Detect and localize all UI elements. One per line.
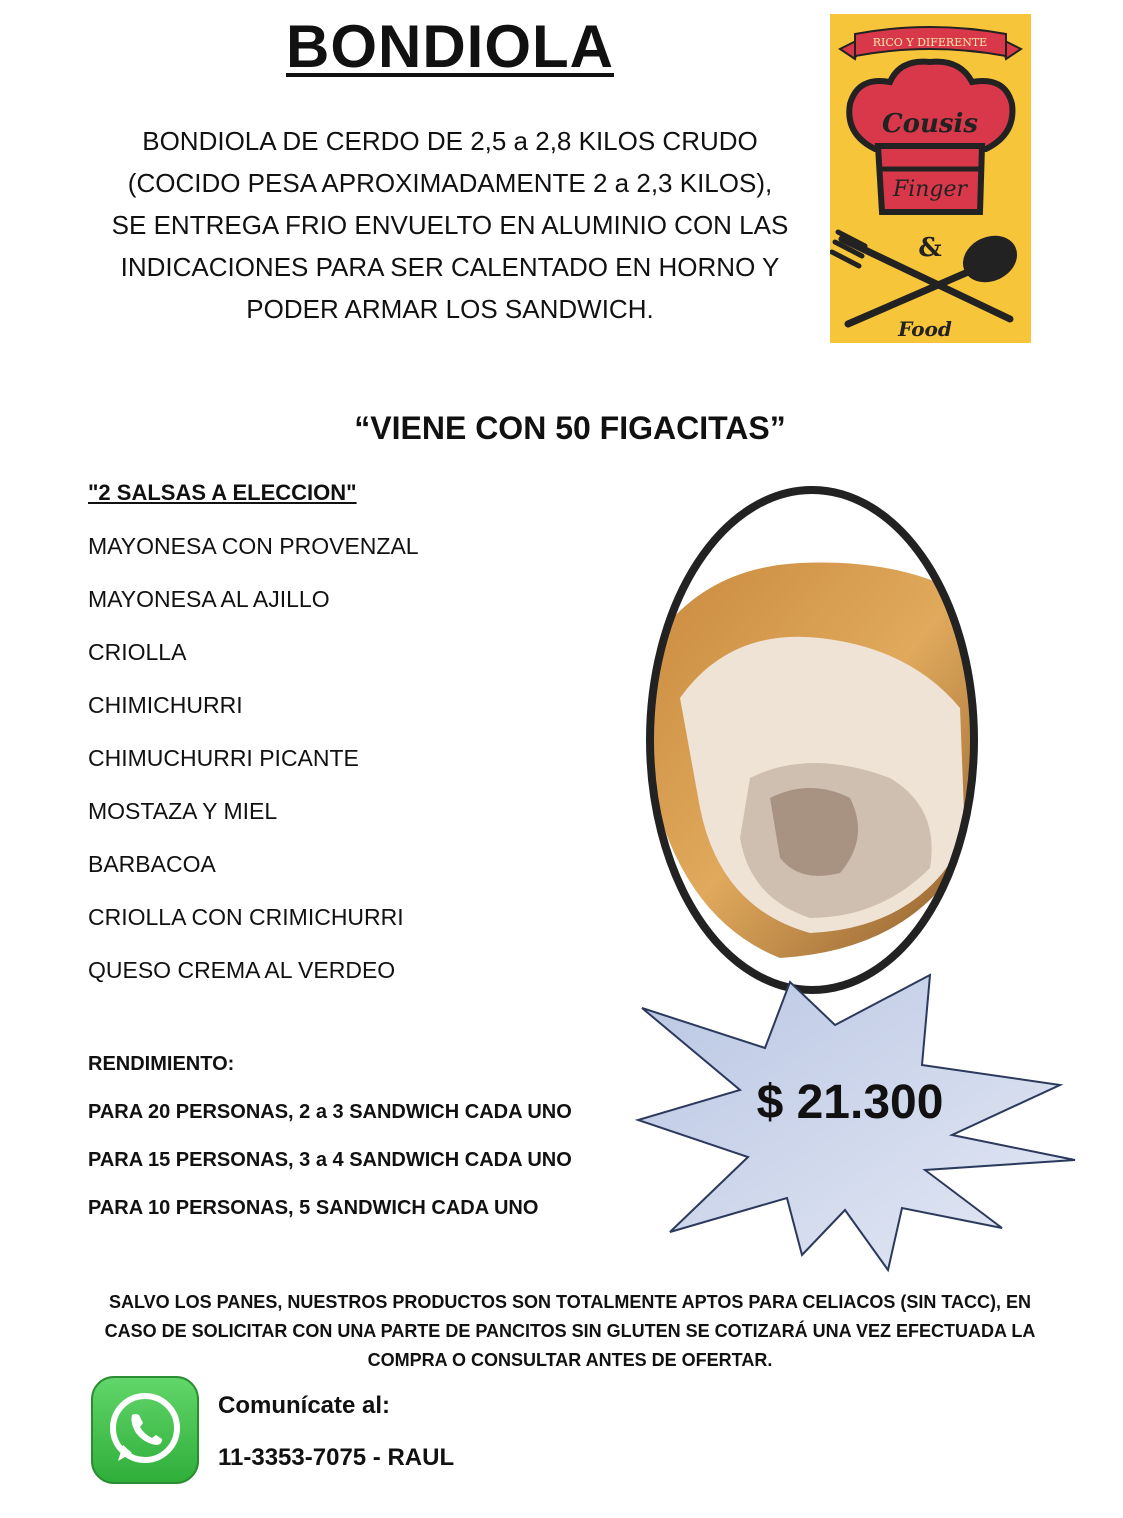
- brand-logo: [830, 14, 1031, 343]
- salsa-item: BARBACOA: [88, 851, 216, 877]
- chef-hat-logo-icon: [830, 14, 1031, 343]
- rendimiento-item: PARA 15 PERSONAS, 3 a 4 SANDWICH CADA UNO: [88, 1149, 572, 1171]
- contact-label: Comunícate al:: [218, 1392, 391, 1419]
- product-description: [90, 120, 810, 330]
- whatsapp-icon[interactable]: [90, 1375, 200, 1485]
- logo-line2: Finger: [892, 177, 968, 202]
- salsa-item: CRIOLLA CON CRIMICHURRI: [88, 904, 404, 930]
- price-label: $ 21.300: [756, 1076, 944, 1129]
- rendimiento-item: PARA 20 PERSONAS, 2 a 3 SANDWICH CADA UNO: [88, 1101, 572, 1123]
- logo-banner-text: RICO Y DIFERENTE: [872, 36, 988, 49]
- description-line: BONDIOLA DE CERDO DE 2,5 a 2,8 KILOS CRUDO: [142, 126, 758, 156]
- page-title: BONDIOLA: [286, 13, 614, 80]
- logo-line3: Food: [898, 317, 952, 341]
- contact-phone[interactable]: 11-3353-7075 - RAUL: [218, 1444, 455, 1471]
- rendimiento-item: PARA 10 PERSONAS, 5 SANDWICH CADA UNO: [88, 1197, 539, 1219]
- figacitas-headline: “VIENE CON 50 FIGACITAS”: [354, 410, 786, 446]
- salsas-title: "2 SALSAS A ELECCION": [88, 480, 357, 505]
- description-line: PODER ARMAR LOS SANDWICH.: [246, 294, 654, 324]
- salsa-item: CRIOLLA: [88, 639, 187, 665]
- disclaimer-line: COMPRA O CONSULTAR ANTES DE OFERTAR.: [367, 1350, 773, 1370]
- bondiola-photo: [640, 478, 985, 1003]
- logo-line1: Cousis: [881, 109, 979, 139]
- description-line: (COCIDO PESA APROXIMADAMENTE 2 a 2,3 KILOS),: [127, 168, 773, 198]
- salsa-item: CHIMUCHURRI PICANTE: [88, 745, 359, 771]
- salsa-item: MAYONESA CON PROVENZAL: [88, 533, 419, 559]
- logo-amp: &: [918, 233, 942, 263]
- celiac-disclaimer: [95, 1288, 1045, 1375]
- disclaimer-line: SALVO LOS PANES, NUESTROS PRODUCTOS SON TOTALMENTE APTOS PARA CELIACOS (SIN TACC), EN: [108, 1292, 1032, 1312]
- description-line: INDICACIONES PARA SER CALENTADO EN HORNO Y: [120, 252, 780, 282]
- rendimiento-title: RENDIMIENTO:: [88, 1053, 235, 1075]
- salsa-item: MAYONESA AL AJILLO: [88, 586, 330, 612]
- salsa-item: CHIMICHURRI: [88, 692, 243, 718]
- description-line: SE ENTREGA FRIO ENVUELTO EN ALUMINIO CON LAS: [111, 210, 789, 240]
- salsa-item: MOSTAZA Y MIEL: [88, 798, 278, 824]
- disclaimer-line: CASO DE SOLICITAR CON UNA PARTE DE PANCITOS SIN GLUTEN SE COTIZARÁ UNA VEZ EFECTUADA LA: [104, 1321, 1036, 1341]
- salsa-item: QUESO CREMA AL VERDEO: [88, 957, 396, 983]
